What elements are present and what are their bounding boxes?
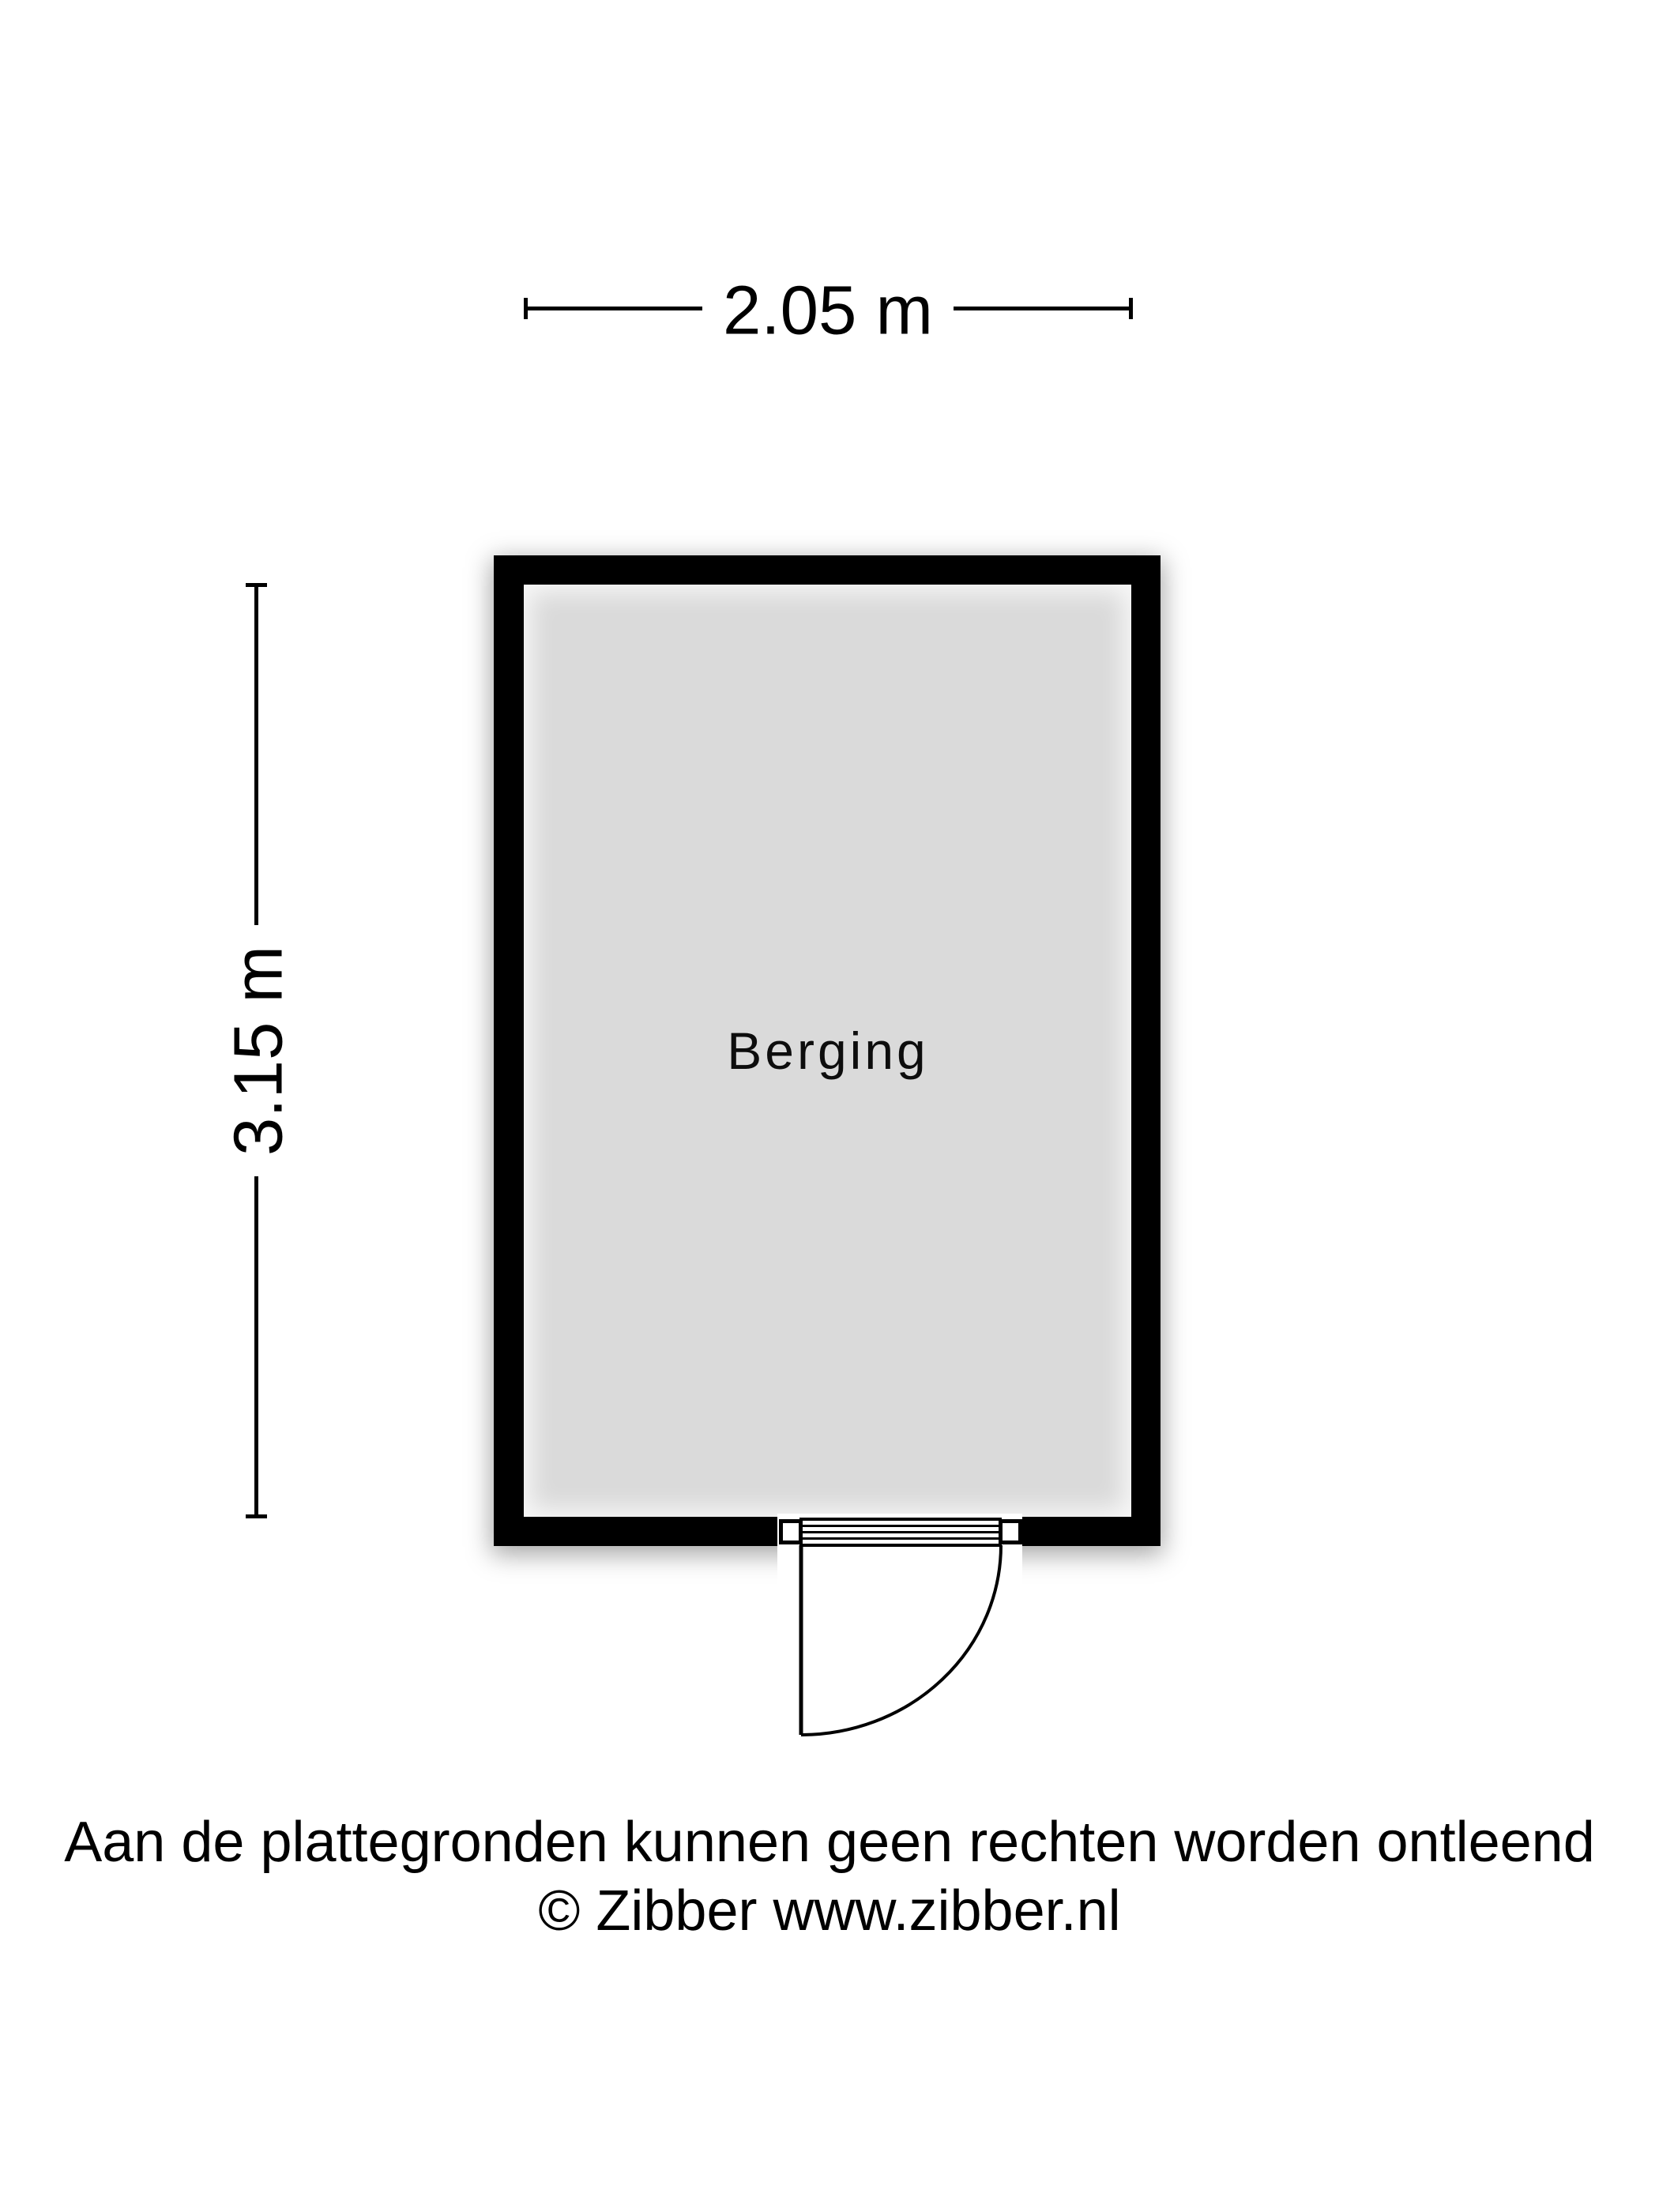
door-jamb-left bbox=[781, 1522, 801, 1543]
height-dimension-label: 3.15 m bbox=[216, 925, 301, 1176]
footer-copyright: © Zibber www.zibber.nl bbox=[538, 1879, 1121, 1943]
footer-disclaimer: Aan de plattegronden kunnen geen rechten worden ontleend bbox=[64, 1811, 1595, 1874]
door-jamb-right bbox=[1001, 1522, 1021, 1543]
room-label: Berging bbox=[727, 1021, 929, 1080]
width-dimension-label: 2.05 m bbox=[702, 269, 954, 353]
